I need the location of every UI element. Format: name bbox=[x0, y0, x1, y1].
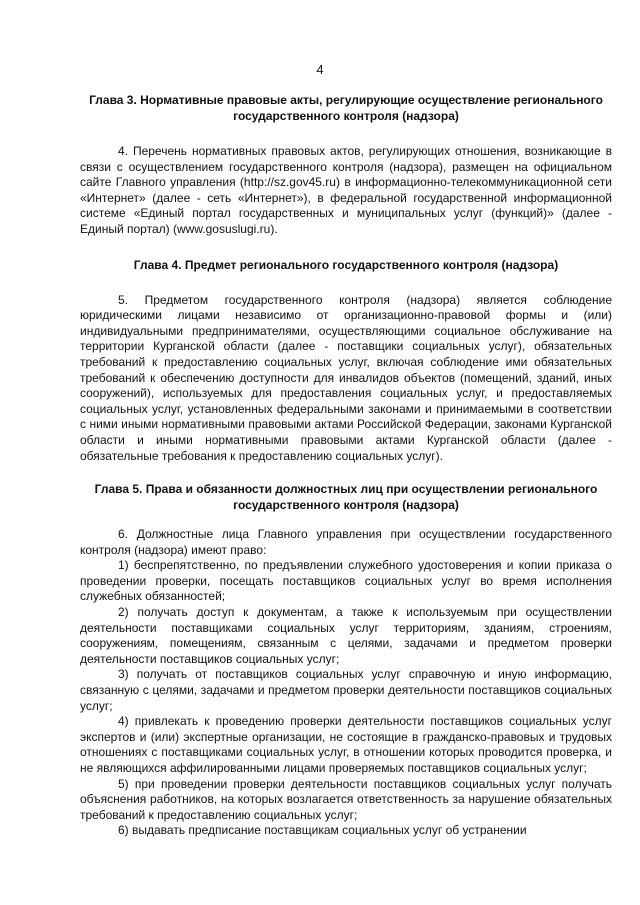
paragraph-5: 5. Предметом государственного контроля (надзора) является соблюдение юридическими лицами независимо от организационно-правовой формы и (или) индивидуальными предпринимателями, осуществляющими социальное обслуживание на территории Курганской области (далее - поставщики социальных услуг), обязательных требований к предоставлению социальных услуг, включая соблюдение ими обязательных требований к обеспечению доступности для инвалидов объектов (помещений, зданий, иных сооружений), используемых для предоставления социальных услуг, и предоставляемых социальных услуг, установленных федеральными законами и принимаемыми в соответствии с ними иными нормативными правовыми актами Российской Федерации, законами Курганской области и иными нормативными правовыми актами Курганской области (далее - обязательные требования к предоставлению социальных услуг). bbox=[80, 292, 612, 463]
chapter-5-heading: Глава 5. Права и обязанности должностных лиц при осуществлении регионального государственного контроля (надзора) bbox=[94, 482, 598, 513]
list-item-5: 5) при проведении проверки деятельности поставщиков социальных услуг получать объяснения работников, на которых возлагается ответственность за нарушение обязательных требований к предоставлению социальных услуг; bbox=[80, 776, 612, 822]
chapter-4-heading: Глава 4. Предмет регионального государственного контроля (надзора) bbox=[133, 257, 559, 272]
chapter-3-heading: Глава 3. Нормативные правовые акты, регулирующие осуществление регионального государственного контроля (надзора) bbox=[89, 93, 603, 123]
list-item-1: 1) беспрепятственно, по предъявлении служебного удостоверения и копии приказа о проведении проверки, посещать поставщиков социальных услуг во время исполнения служебных обязанностей; bbox=[80, 558, 612, 604]
list-item-2: 2) получать доступ к документам, а также к используемым при осуществлении деятельности поставщиками социальных услуг территориям, зданиям, строениям, сооружениям, помещениям, связанным с целями, задачами и предметом проверки деятельности поставщиков социальных услуг; bbox=[80, 605, 612, 666]
page-number: 4 bbox=[316, 62, 324, 77]
document-body bbox=[80, 92, 612, 839]
list-item-3: 3) получать от поставщиков социальных услуг справочную и иную информацию, связанную с целями, задачами и предметом проверки деятельности поставщиков социальных услуг; bbox=[80, 667, 612, 713]
paragraph-4: 4. Перечень нормативных правовых актов, регулирующих отношения, возникающие в связи с осуществлением государственного контроля (надзора), размещен на официальном сайте Главного управления (http://sz.gov45.ru) в информационно-телекоммуникационной сети «Интернет» (далее - сеть «Интернет»), в федеральной государственной информационной системе «Единый портал государственных и муниципальных услуг (функций)» (далее - Единый портал) (www.gosuslugi.ru). bbox=[80, 144, 612, 236]
list-item-4: 4) привлекать к проведению проверки деятельности поставщиков социальных услуг экспертов и (или) экспертные организации, не состоящие в гражданско-правовых и трудовых отношениях с поставщиками социальных услуг, в отношении которых проводится проверка, и не являющихся аффилированными лицами проверяемых поставщиков социальных услуг; bbox=[80, 714, 612, 775]
list-item-6: 6) выдавать предписание поставщикам социальных услуг об устранении bbox=[118, 823, 527, 838]
paragraph-6-intro: 6. Должностные лица Главного управления при осуществлении государственного контроля (надзора) имеют право: bbox=[80, 527, 612, 557]
